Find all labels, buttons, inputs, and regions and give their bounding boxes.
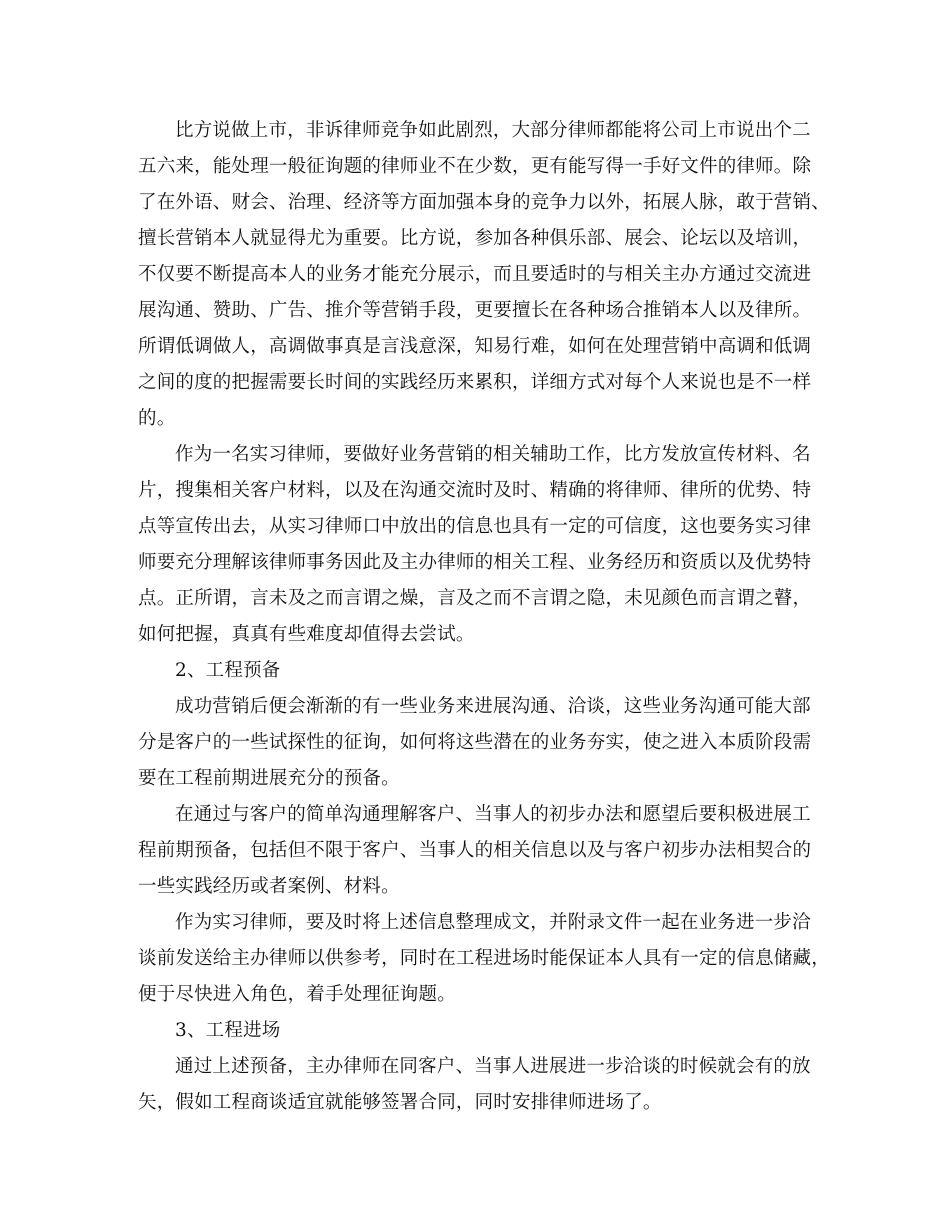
paragraph-line: 展沟通、赞助、广告、推介等营销手段，更要擅长在各种场合推销本人以及律所。 (138, 300, 812, 321)
paragraph-line: 的。 (138, 408, 176, 429)
paragraph-line: 点等宣传出去，从实习律师口中放出的信息也具有一定的可信度，这也要务实习律 (138, 516, 812, 537)
paragraph-line: 通过上述预备，主办律师在同客户、当事人进展进一步洽谈的时候就会有的放 (175, 1056, 811, 1077)
paragraph-line: 分是客户的一些试探性的征询，如何将这些潜在的业务夯实，使之进入本质阶段需 (138, 732, 812, 753)
paragraph-line: 比方说做上市，非诉律师竞争如此剧烈，大部分律师都能将公司上市说出个二 (175, 120, 811, 141)
paragraph-line: 作为一名实习律师，要做好业务营销的相关辅助工作，比方发放宣传材料、名 (175, 444, 811, 465)
paragraph-line: 程前期预备，包括但不限于客户、当事人的相关信息以及与客户初步办法相契合的 (138, 840, 812, 861)
paragraph-line: 在通过与客户的简单沟通理解客户、当事人的初步办法和愿望后要积极进展工 (175, 804, 811, 825)
paragraph-line: 师要充分理解该律师事务因此及主办律师的相关工程、业务经历和资质以及优势特 (138, 552, 812, 573)
paragraph-line: 如何把握，真真有些难度却值得去尝试。 (138, 624, 475, 645)
paragraph-line: 擅长营销本人就显得尤为重要。比方说，参加各种俱乐部、展会、论坛以及培训， (138, 228, 812, 249)
paragraph-line: 谈前发送给主办律师以供参考，同时在工程进场时能保证本人具有一定的信息储藏， (138, 948, 830, 969)
paragraph-line: 片，搜集相关客户材料，以及在沟通交流时及时、精确的将律师、律所的优势、特 (138, 480, 812, 501)
paragraph-line: 作为实习律师，要及时将上述信息整理成文，并附录文件一起在业务进一步洽 (175, 912, 811, 933)
paragraph-line: 矢，假如工程商谈适宜就能够签署合同，同时安排律师进场了。 (138, 1092, 662, 1113)
section-heading: 3、工程进场 (175, 1020, 281, 1041)
paragraph-line: 点。正所谓，言未及之而言谓之燥，言及之而不言谓之隐，未见颜色而言谓之瞽， (138, 588, 812, 609)
section-heading: 2、工程预备 (175, 660, 281, 681)
paragraph-line: 不仅要不断提高本人的业务才能充分展示，而且要适时的与相关主办方通过交流进 (138, 264, 812, 285)
paragraph-line: 了在外语、财会、治理、经济等方面加强本身的竞争力以外，拓展人脉，敢于营销、 (138, 192, 830, 213)
paragraph-line: 一些实践经历或者案例、材料。 (138, 876, 400, 897)
paragraph-line: 要在工程前期进展充分的预备。 (138, 768, 400, 789)
paragraph-line: 五六来，能处理一般征询题的律师业不在少数，更有能写得一手好文件的律师。除 (138, 156, 812, 177)
paragraph-line: 之间的度的把握需要长时间的实践经历来累积，详细方式对每个人来说也是不一样 (138, 372, 812, 393)
paragraph-line: 成功营销后便会渐渐的有一些业务来进展沟通、洽谈，这些业务沟通可能大部 (175, 696, 811, 717)
paragraph-line: 所谓低调做人，高调做事真是言浅意深，知易行难，如何在处理营销中高调和低调 (138, 336, 812, 357)
paragraph-line: 便于尽快进入角色，着手处理征询题。 (138, 984, 456, 1005)
